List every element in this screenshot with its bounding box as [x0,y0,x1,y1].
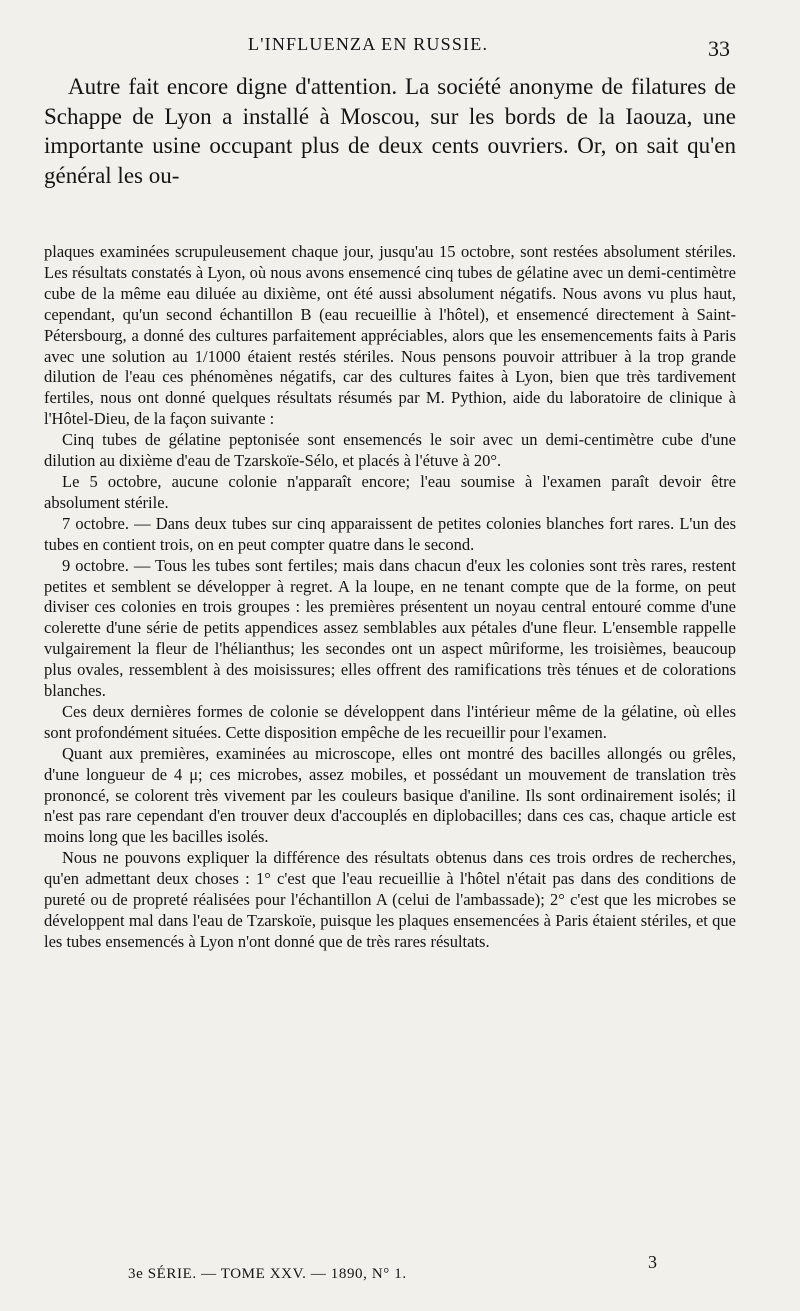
main-text [44,72,736,190]
main-paragraph: Autre fait encore digne d'attention. La société anonyme de filatures de Schappe de Lyon a installé à Moscou, sur les bords de la Iaouza, une importante usine occupant plus de deux cents ouvriers. Or, on sait qu'en général les ou- [44,74,736,188]
footnote-paragraph: Quant aux premières, examinées au microscope, elles ont montré des bacilles allongés ou grêles, d'une longueur de 4 μ; ces microbes, assez mobiles, et possédant un mouvement de translation très prononcé, se colorent très vivement par les couleurs basique d'aniline. Ils sont ordinairement isolés; il n'est pas rare cependant d'en trouver deux d'accouplés en diplobacilles; dans ces cas, chaque article est moins long que les bacilles isolés. [44,743,736,847]
running-header [0,34,800,64]
signature-sheet-number: 3 [648,1252,657,1272]
footnote-paragraph: Cinq tubes de gélatine peptonisée sont ensemencés le soir avec un demi-centimètre cube d'une dilution au dixième d'eau de Tzarskoïe-Sélo, et placés à l'étuve à 20°. [44,430,736,471]
footnote-paragraph: Nous ne pouvons expliquer la différence des résultats obtenus dans ces trois ordres de recherches, qu'en admettant deux choses : 1° c'est que l'eau recueillie à l'hôtel n'était pas dans des conditions de pureté ou de propreté réalisées pour l'échantillon A (celui de l'ambassade); 2° c'est que les microbes se développent mal dans l'eau de Tzarskoïe, puisque les plaques ensemencées à Paris étaient stériles, et que les tubes ensemencés à Lyon n'ont donné que de très rares résultats. [44,848,736,951]
footnote-block [44,242,736,953]
footnote-paragraph: 9 octobre. — Tous les tubes sont fertiles; mais dans chacun d'eux les colonies sont très rares, restent petites et semblent se développer à regret. A la loupe, en ne tenant compte que de la forme, on peut diviser ces colonies en trois groupes : les premières présentent un noyau central entouré comme d'une colerette d'une série de petits appendices assez semblables aux pétales d'une fleur. L'ensemble rappelle vulgairement la fleur de l'hélianthus; les secondes ont un aspect mûriforme, les troisièmes, beaucoup plus ovales, ressemblent à des moisissures; elles offrent des ramifications très ténues et de colorations blanches. [44,555,736,701]
footnote-paragraph: 7 octobre. — Dans deux tubes sur cinq apparaissent de petites colonies blanches fort rares. L'un des tubes en contient trois, on en peut compter quatre dans le second. [44,513,736,554]
footnote-paragraph: plaques examinées scrupuleusement chaque jour, jusqu'au 15 octobre, sont restées absolument stériles. Les résultats constatés à Lyon, où nous avons ensemencé cinq tubes de gélatine avec un demi-centimètre cube de la même eau diluée au dixième, ont été aussi absolument négatifs. Nous avons vu plus haut, cependant, qu'un second échantillon B (eau recueillie à l'hôtel), et ensemencé directement à Saint-Pétersbourg, a donné des cultures parfaitement appréciables, alors que les ensemencements faits à Paris avec une solution au 1/1000 étaient restés stériles. Nous pensons pouvoir attribuer à la trop grande dilution de l'eau ces phénomènes négatifs, car des cultures faites à Lyon, bien que très tardivement fertiles, nous ont donné quelques résultats résumés par M. Pythion, aide du laboratoire de clinique à l'Hôtel-Dieu, de la façon suivante : [44,242,736,429]
running-title: L'INFLUENZA EN RUSSIE. [248,34,489,54]
footnote-paragraph: Ces deux dernières formes de colonie se développent dans l'intérieur même de la gélatine, où elles sont profondément situées. Cette disposition empêche de les recueillir pour l'examen. [44,701,736,742]
page-number: 33 [708,36,730,61]
footnote-paragraph: Le 5 octobre, aucune colonie n'apparaît encore; l'eau soumise à l'examen paraît devoir être absolument stérile. [44,471,736,512]
signature-line: 3e SÉRIE. — TOME XXV. — 1890, N° 1. [128,1266,407,1282]
